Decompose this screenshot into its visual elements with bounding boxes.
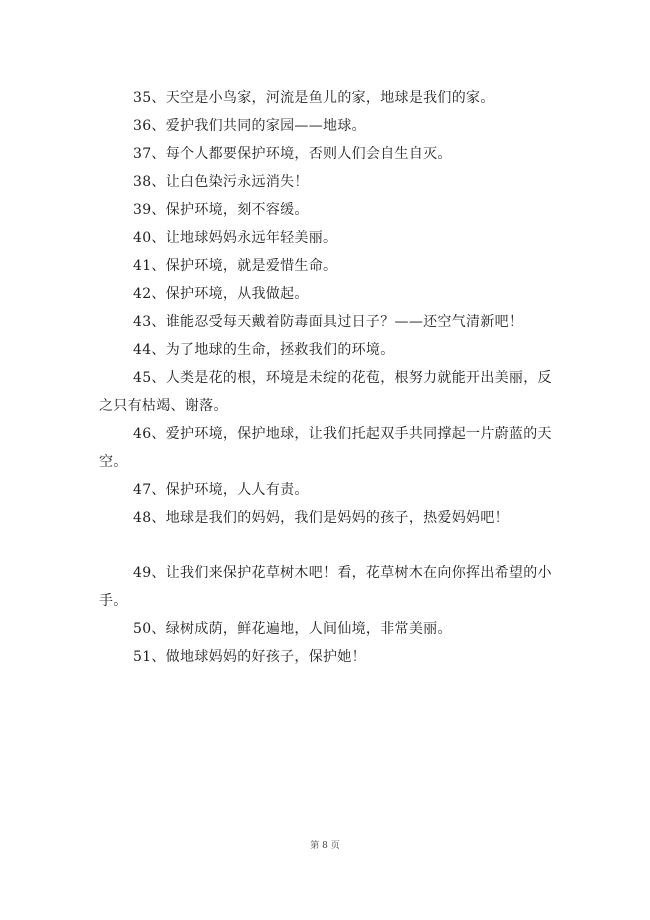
slogan-item: 47、保护环境，人人有责。 bbox=[133, 482, 309, 498]
slogan-list-continued bbox=[99, 559, 559, 671]
slogan-item: 42、保护环境，从我做起。 bbox=[133, 286, 309, 302]
slogan-item: 50、绿树成荫，鲜花遍地，人间仙境，非常美丽。 bbox=[133, 621, 452, 637]
slogan-item: 40、让地球妈妈永远年轻美丽。 bbox=[133, 230, 338, 246]
slogan-item: 51、做地球妈妈的好孩子，保护她！ bbox=[133, 649, 366, 665]
slogan-item: 48、地球是我们的妈妈，我们是妈妈的孩子，热爱妈妈吧！ bbox=[133, 510, 509, 526]
slogan-item: 43、谁能忍受每天戴着防毒面具过日子？——还空气清新吧！ bbox=[133, 314, 524, 330]
paragraph-gap bbox=[99, 532, 559, 559]
slogan-item: 35、天空是小鸟家，河流是鱼儿的家，地球是我们的家。 bbox=[133, 90, 495, 106]
slogan-item: 36、爱护我们共同的家园——地球。 bbox=[133, 118, 366, 134]
slogan-list bbox=[99, 84, 559, 532]
slogan-item: 39、保护环境，刻不容缓。 bbox=[133, 202, 309, 218]
slogan-item: 49、让我们来保护花草树木吧！看，花草树木在向你挥出希望的小手。 bbox=[99, 565, 552, 609]
document-body bbox=[99, 84, 559, 671]
slogan-item: 37、每个人都要保护环境，否则人们会自生自灭。 bbox=[133, 146, 452, 162]
slogan-item: 38、让白色染污永远消失！ bbox=[133, 174, 309, 190]
slogan-item: 41、保护环境，就是爱惜生命。 bbox=[133, 258, 338, 274]
slogan-item: 46、爱护环境，保护地球，让我们托起双手共同撑起一片蔚蓝的天空。 bbox=[99, 426, 552, 470]
slogan-item: 45、人类是花的根，环境是未绽的花苞，根努力就能开出美丽，反之只有枯竭、谢落。 bbox=[99, 370, 552, 414]
page-number: 第 8 页 bbox=[310, 841, 340, 851]
slogan-item: 44、为了地球的生命，拯救我们的环境。 bbox=[133, 342, 395, 358]
